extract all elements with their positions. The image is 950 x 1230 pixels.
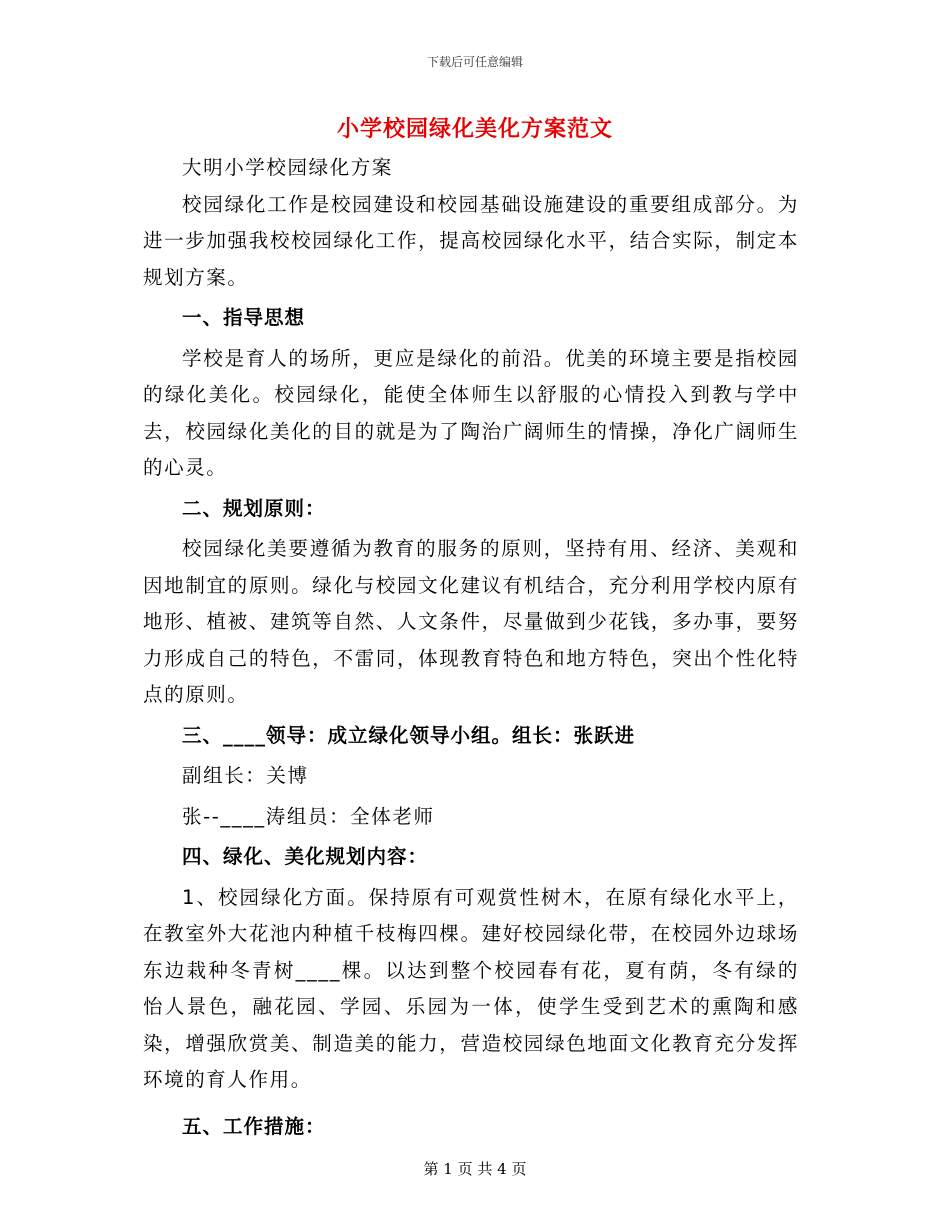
section-heading-guiding-ideology: 一、指导思想 bbox=[182, 306, 306, 329]
header-note: 下载后可任意编辑 bbox=[426, 55, 523, 69]
section-heading-work-measures: 五、工作措施： bbox=[182, 1114, 326, 1138]
paragraph-deputy-leader: 副组长：关博 bbox=[182, 764, 309, 787]
paragraph-guiding-ideology: 学校是育人的场所，更应是绿化的前沿。优美的环境主要是指校园的绿化美化。校园绿化，能使全体师生以舒服的心情投入到教与学中去，校园绿化美化的目的就是为了陶治广阔师生的情操，净化广阔师生的心灵。 bbox=[143, 346, 799, 479]
paragraph-greening-aspect: 1、校园绿化方面。保持原有可观赏性树木，在原有绿化水平上，在教室外大花池内种植千枝梅四棵。建好校园绿化带，在校园外边球场东边栽种冬青树____棵。以达到整个校园春有花，夏有荫，冬有绿的怡人景色，融花园、学园、乐园为一体，使学生受到艺术的熏陶和感染，增强欣赏美、制造美的能力，营造校园绿色地面文化教育充分发挥环境的育人作用。 bbox=[143, 885, 799, 1091]
paragraph-members: 张--____涛组员：全体老师 bbox=[182, 804, 435, 828]
section-heading-planning-content: 四、绿化、美化规划内容： bbox=[182, 845, 429, 868]
document-title: 小学校园绿化美化方案范文 bbox=[336, 117, 613, 142]
section-heading-planning-principles: 二、规划原则： bbox=[182, 496, 326, 520]
section-heading-leadership: 三、____领导：成立绿化领导小组。组长：张跃进 bbox=[182, 723, 636, 747]
paragraph-school-plan-name: 大明小学校园绿化方案 bbox=[182, 156, 394, 179]
paragraph-intro: 校园绿化工作是校园建设和校园基础设施建设的重要组成部分。为进一步加强我校校园绿化工作，提高校园绿化水平，结合实际，制定本规划方案。 bbox=[143, 192, 799, 289]
paragraph-planning-principles: 校园绿化美要遵循为教育的服务的原则，坚持有用、经济、美观和因地制宜的原则。绿化与校园文化建议有机结合，充分利用学校内原有地形、植被、建筑等自然、人文条件，尽量做到少花钱，多办事，要努力形成自己的特色，不雷同，体现教育特色和地方特色，突出个性化特点的原则。 bbox=[143, 537, 799, 706]
document-body bbox=[143, 150, 799, 1145]
page-indicator: 第 1 页 共 4 页 bbox=[423, 1160, 527, 1178]
